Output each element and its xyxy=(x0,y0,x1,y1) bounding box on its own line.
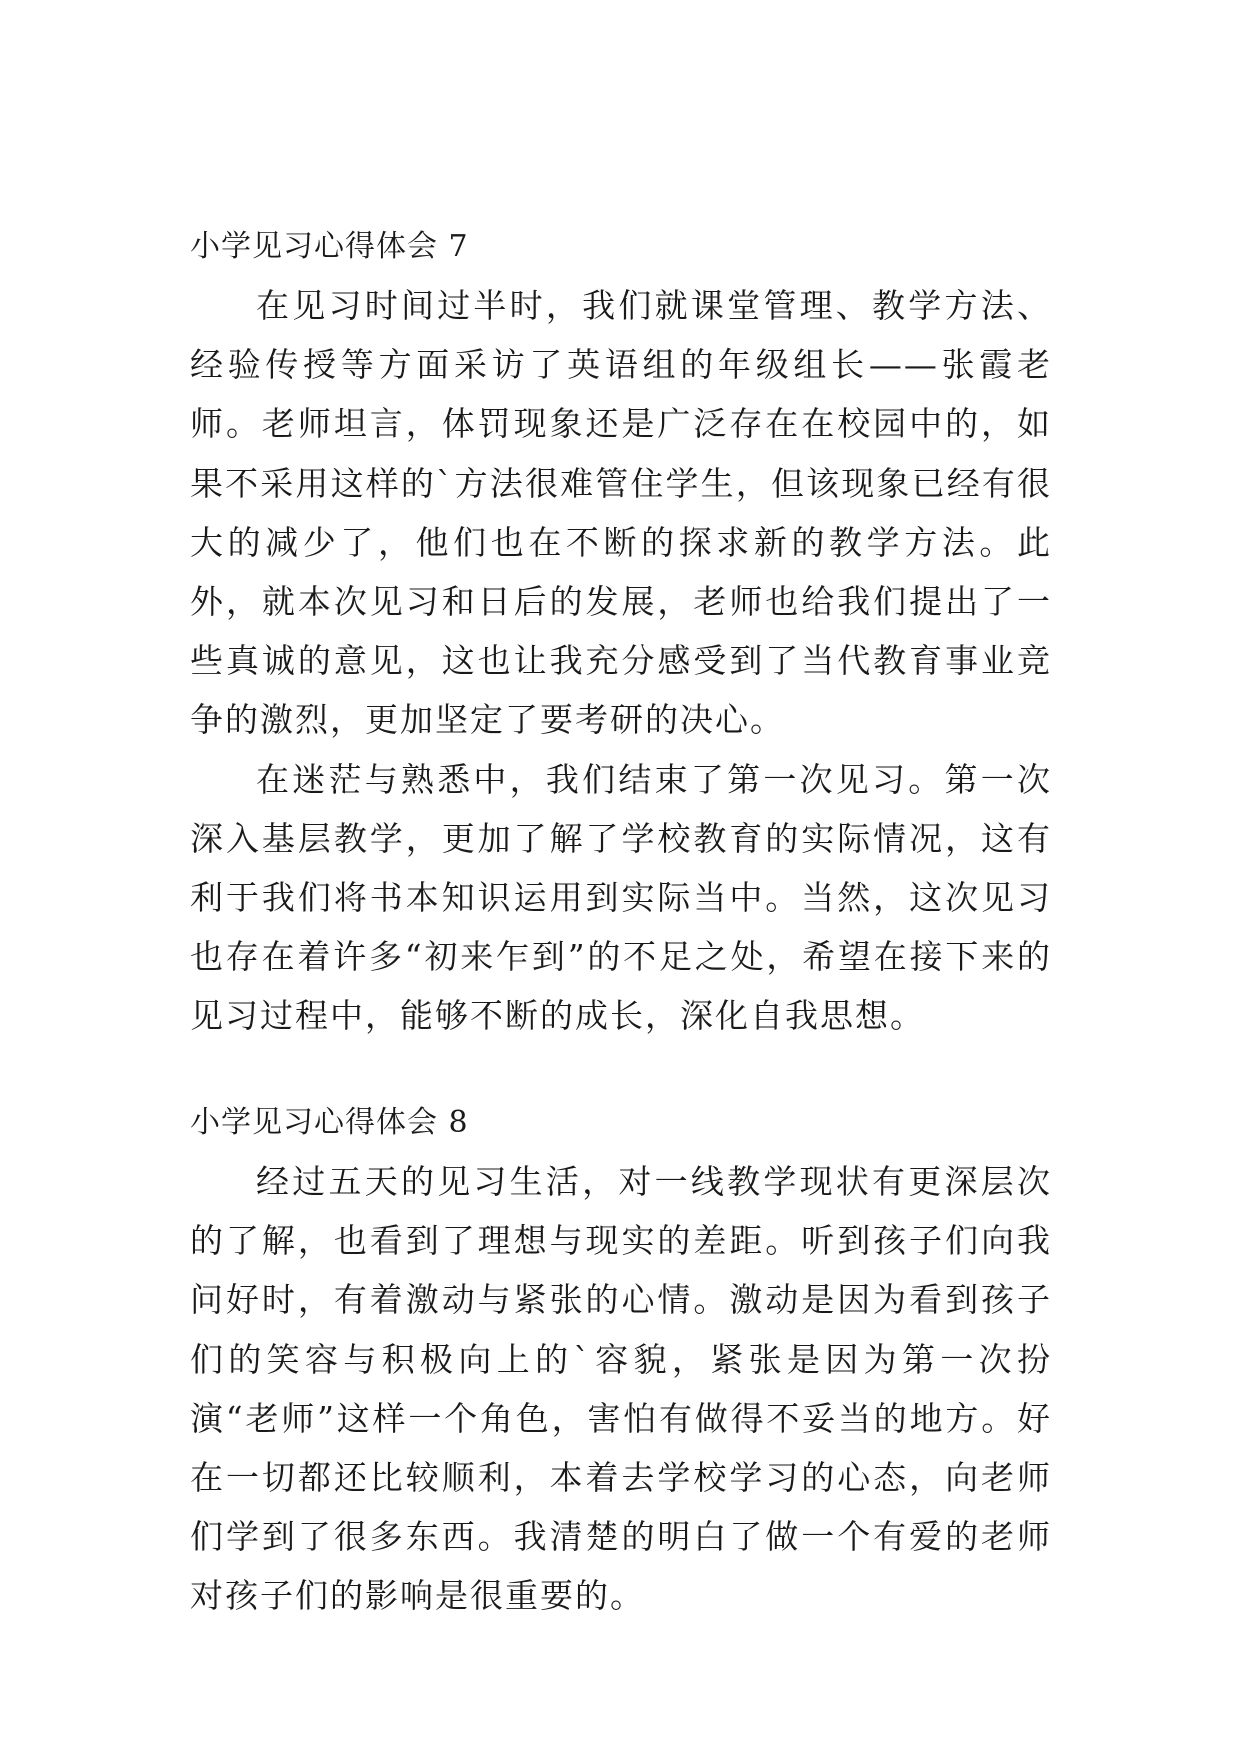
paragraph: 经过五天的见习生活，对一线教学现状有更深层次的了解，也看到了理想与现实的差距。听到孩子们向我问好时，有着激动与紧张的心情。激动是因为看到孩子们的笑容与积极向上的`容貌，紧张是因为第一次扮演“老师”这样一个角色，害怕有做得不妥当的地方。好在一切都还比较顺利，本着去学校学习的心态，向老师们学到了很多东西。我清楚的明白了做一个有爱的老师对孩子们的影响是很重要的。 xyxy=(190,1162,1052,1616)
section-heading: 小学见习心得体会 7 xyxy=(190,229,469,264)
essay-section-7 xyxy=(190,218,1052,1046)
paragraph: 在迷茫与熟悉中，我们结束了第一次见习。第一次深入基层教学，更加了解了学校教育的实际情况，这有利于我们将书本知识运用到实际当中。当然，这次见习也存在着许多“初来乍到”的不足之处，希望在接下来的见习过程中，能够不断的成长，深化自我思想。 xyxy=(190,759,1052,1036)
paragraph: 在见习时间过半时，我们就课堂管理、教学方法、经验传授等方面采访了英语组的年级组长——张霞老师。老师坦言，体罚现象还是广泛存在在校园中的，如果不采用这样的`方法很难管住学生，但该现象已经有很大的减少了，他们也在不断的探求新的教学方法。此外，就本次见习和日后的发展，老师也给我们提出了一些真诚的意见，这也让我充分感受到了当代教育事业竞争的激烈，更加坚定了要考研的决心。 xyxy=(190,286,1052,740)
essay-section-8 xyxy=(190,1094,1052,1626)
section-heading: 小学见习心得体会 8 xyxy=(190,1105,469,1140)
